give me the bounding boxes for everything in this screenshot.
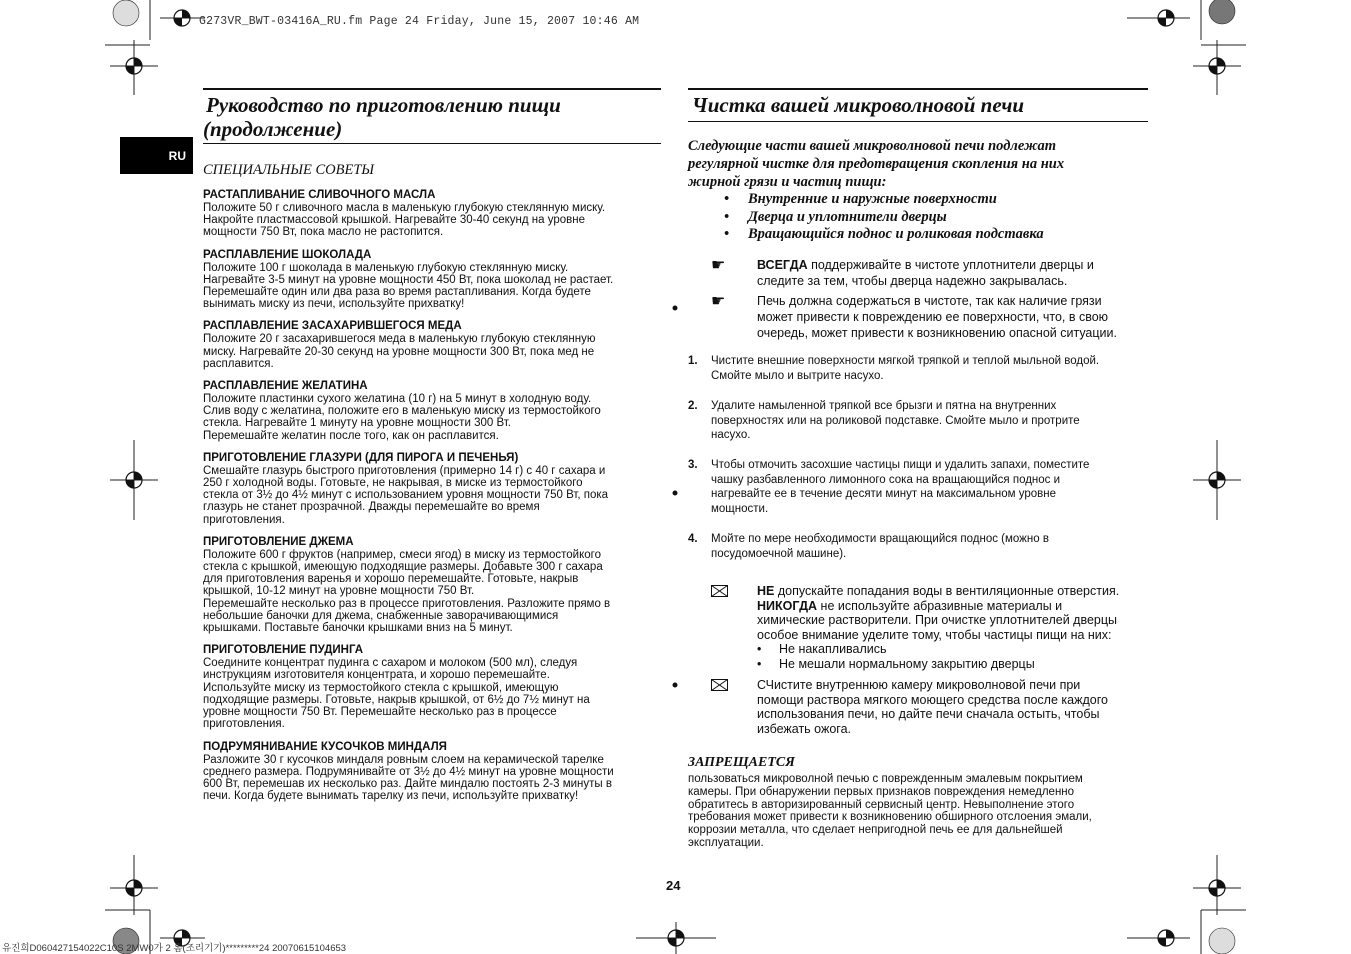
bullet-icon: • xyxy=(724,226,730,242)
warn-bold-never: НИКОГДА xyxy=(757,598,818,613)
note-clean: Печь должна содержаться в чистоте, так как наличие грязи может привести к повреждению ее поверхности, что, в свою очередь, может привести к возникновению опасной ситуации. xyxy=(757,294,1117,340)
tip-title: ПРИГОТОВЛЕНИЕ ПУДИНГА xyxy=(203,644,364,657)
cross-envelope-icon xyxy=(711,679,728,691)
cooking-tips xyxy=(203,162,663,812)
part-item xyxy=(724,191,1144,209)
left-section-title xyxy=(203,93,663,141)
part-text: Внутренние и наружные поверхности xyxy=(748,191,997,207)
part-item xyxy=(724,226,1144,244)
note-always xyxy=(757,257,1157,289)
step-text: Мойте по мере необходимости вращающийся поднос (можно в посудомоечной машине). xyxy=(711,533,1049,560)
forbidden-body: пользоваться микроволной печью с поврежденным эмалевым покрытием камеры. При обнаружении первых признаков повреждения немедленно обратитесь в авторизированный сервисный центр. Невыполнение этого требования может привести к возникновению обширного отслоения эмали, коррозии металла, что сделает непригодной печь ее для дальнейшей эксплуатации. xyxy=(688,773,1092,849)
step-text: Удалите намыленной тряпкой все брызги и пятна на внутренних поверхностях или на роликовой подставке. Смойте мыло и протрите насухо. xyxy=(711,400,1080,442)
tip-body: Положите 20 г засахарившегося меда в маленькую глубокую стеклянную миску. Нагревайте 20-30 секунд на уровне мощности 300 Вт, пока мед не расплавится. xyxy=(203,333,596,370)
tips-subtitle: СПЕЦИАЛЬНЫЕ СОВЕТЫ xyxy=(203,162,375,178)
pointing-hand-icon: ☛ xyxy=(711,257,726,274)
part-item xyxy=(724,209,1144,227)
forbidden-title: ЗАПРЕЩАЕТСЯ xyxy=(688,755,795,770)
tip-body: Положите 600 г фруктов (например, смеси ягод) в миску из термостойкого стекла с крышкой, имеющую подходящие размеры. Добавьте 300 г сахара для приготовления варенья и хорошо перемешайте. Готовьте, накрыв крышкой, 10-12 минут на уровне мощности 750 Вт. Перемешайте несколько раз в процессе приготовления. Разложите прямо в небольшие баночки для джема, снабженные заворачивающимися крышками. Поставьте баночки крышками вниз на 5 минут. xyxy=(203,548,611,635)
left-title-line1: Руководство по приготовлению пищи xyxy=(206,93,561,117)
tip-item xyxy=(203,380,663,442)
right-title-rule-top xyxy=(688,88,1148,90)
tip-title: ПОДРУМЯНИВАНИЕ КУСОЧКОВ МИНДАЛЯ xyxy=(203,740,447,753)
tip-title: РАСТАПЛИВАНИЕ СЛИВОЧНОГО МАСЛА xyxy=(203,189,436,201)
tips-list xyxy=(203,189,663,802)
tip-item xyxy=(203,249,663,311)
left-title-line2: (продолжение) xyxy=(203,117,343,141)
tip-item xyxy=(203,189,663,239)
warning-interior: СЧистите внутреннюю камеру микроволновой печи при помощи раствора мягкого моющего средства после каждого использования печи, но дайте печи сначала остыть, чтобы избежать ожога. xyxy=(757,678,1108,736)
step-text: Чистите внешние поверхности мягкой тряпкой и теплой мыльной водой. Смойте мыло и вытрите насухо. xyxy=(711,355,1100,382)
step-number: 3. xyxy=(688,459,698,471)
warning-water: НЕ допускайте попадания воды в вентиляционные отверстия. НИКОГДА не используйте абразивные материалы и химические растворители. При очистке уплотнителей дверцы особое внимание уделите тому, чтобы частицы пищи на них: • Не накапливались • Не мешали нормальному закрытию дверцы xyxy=(757,584,1120,671)
warn-bold-ne: НЕ xyxy=(757,584,775,598)
warn-sub-item: Не мешали нормальному закрытию дверцы xyxy=(779,656,1035,671)
step-number: 4. xyxy=(688,533,698,545)
part-text: Дверца и уплотнители дверцы xyxy=(748,208,947,225)
tip-title: ПРИГОТОВЛЕНИЕ ДЖЕМА xyxy=(203,535,354,548)
right-title-rule-bottom xyxy=(688,121,1148,122)
tip-body: Разложите 30 г кусочков миндаля ровным слоем на керамической тарелке среднего размера. Подрумянивайте от 3½ до 4½ минут на уровне мощности 600 Вт, перемешав их несколько раз. Дайте миндалю постоять 2-3 минуты в печи. Когда будете вынимать тарелку из печи, используйте прихватку! xyxy=(203,753,614,803)
warn-text-never: не используйте абразивные материалы и химические растворители. При очистке уплотнителей дверцы особое внимание уделите тому, чтобы частицы пищи на них: xyxy=(757,598,1117,642)
bullet-icon: • xyxy=(724,191,730,207)
tip-body: Соедините концентрат пудинга с сахаром и молоком (500 мл), следуя инструкциям изготовителя концентрата, и хорошо перемешайте. Используйте миску из термостойкого стекла с крышкой, имеющую подходящие размеры. Готовьте, накрыв крышкой, от 6½ до 7½ минут на уровне мощности 750 Вт. Перемешайте несколько раз в процессе приготовления. xyxy=(203,657,590,731)
right-section-title: Чистка вашей микроволновой печи xyxy=(692,93,1025,117)
tip-body: Положите 50 г сливочного масла в маленькую глубокую стеклянную миску. Накройте пластмассовой крышкой. Нагревайте 30-40 секунд на уровне мощности 750 Вт, пока масло не растопится. xyxy=(203,202,606,239)
left-title-rule-top xyxy=(203,88,661,90)
tip-title: ПРИГОТОВЛЕНИЕ ГЛАЗУРИ (ДЛЯ ПИРОГА И ПЕЧЕНЬЯ) xyxy=(203,451,519,464)
bullet-icon: • xyxy=(724,208,730,225)
part-text: Вращающийся поднос и роликовая подставка xyxy=(748,226,1044,242)
tip-item xyxy=(203,320,663,370)
cleaning-intro: Следующие части вашей микроволновой печи подлежат регулярной чистке для предотвращения скопления на них жирной грязи и частиц пищи: xyxy=(688,138,1065,190)
step-number: 2. xyxy=(688,400,698,412)
tip-body: Положите пластинки сухого желатина (10 г) на 5 минут в холодную воду. Слив воду с желатина, положите его в маленькую миску из термостойкого стекла. Нагревайте 1 минуту на уровне мощности 300 Вт. Перемешайте желатин после того, как он расплавится. xyxy=(203,393,601,442)
tip-title: РАСПЛАВЛЕНИЕ ШОКОЛАДА xyxy=(203,248,372,261)
cross-envelope-icon xyxy=(711,585,728,597)
tip-body: Смешайте глазурь быстрого приготовления (примерно 14 г) с 40 г сахара и 250 г холодной воды. Готовьте, не накрывая, в миске из термостойкого стекла от 3½ до 4½ минут с использованием уровня мощности 750 Вт, пока глазурь не станет прозрачной. Дважды перемешайте во время приготовления. xyxy=(203,464,609,526)
step-number: 1. xyxy=(688,355,698,367)
parts-list xyxy=(724,191,1144,244)
warn-sub-item: Не накапливались xyxy=(779,642,887,657)
warn-text-ne: допускайте попадания воды в вентиляционные отверстия. xyxy=(774,584,1120,598)
file-header: G273VR_BWT-03416A_RU.fm Page 24 Friday, June 15, 2007 10:46 AM xyxy=(199,15,640,28)
note-always-text: поддерживайте в чистоте уплотнители дверцы и следите за тем, чтобы дверца надежно закрывалась. xyxy=(757,258,1094,288)
print-footer: 유진희D060427154022C10S 2MW0가 2 롬(조리기기)*********24 20070615104653 xyxy=(2,943,347,954)
tip-title: РАСПЛАВЛЕНИЕ ЗАСАХАРИВШЕГОСЯ МЕДА xyxy=(203,320,462,333)
tip-item xyxy=(203,452,663,526)
language-tab: RU xyxy=(120,137,193,174)
tip-title: РАСПЛАВЛЕНИЕ ЖЕЛАТИНА xyxy=(203,380,368,393)
tip-item xyxy=(203,644,663,730)
tip-body: Положите 100 г шоколада в маленькую глубокую стеклянную миску. Нагревайте 3-5 минут на уровне мощности 450 Вт, пока шоколад не растает. Перемешайте один или два раза во время растапливания. Когда будете вынимать миску из печи, используйте прихватку! xyxy=(203,261,614,311)
tip-item xyxy=(203,741,663,803)
tip-item xyxy=(203,536,663,634)
left-title-rule-bottom xyxy=(203,143,661,144)
pointing-hand-icon: ☛ xyxy=(711,293,726,310)
note-always-bold: ВСЕГДА xyxy=(757,258,808,272)
step-text: Чтобы отмочить засохшие частицы пищи и удалить запахи, поместите чашку разбавленного лимонного сока на вращающийся поднос и нагревайте ее в течение десяти минут на максимальном уровне мощности. xyxy=(711,459,1090,515)
page-number: 24 xyxy=(666,878,681,893)
